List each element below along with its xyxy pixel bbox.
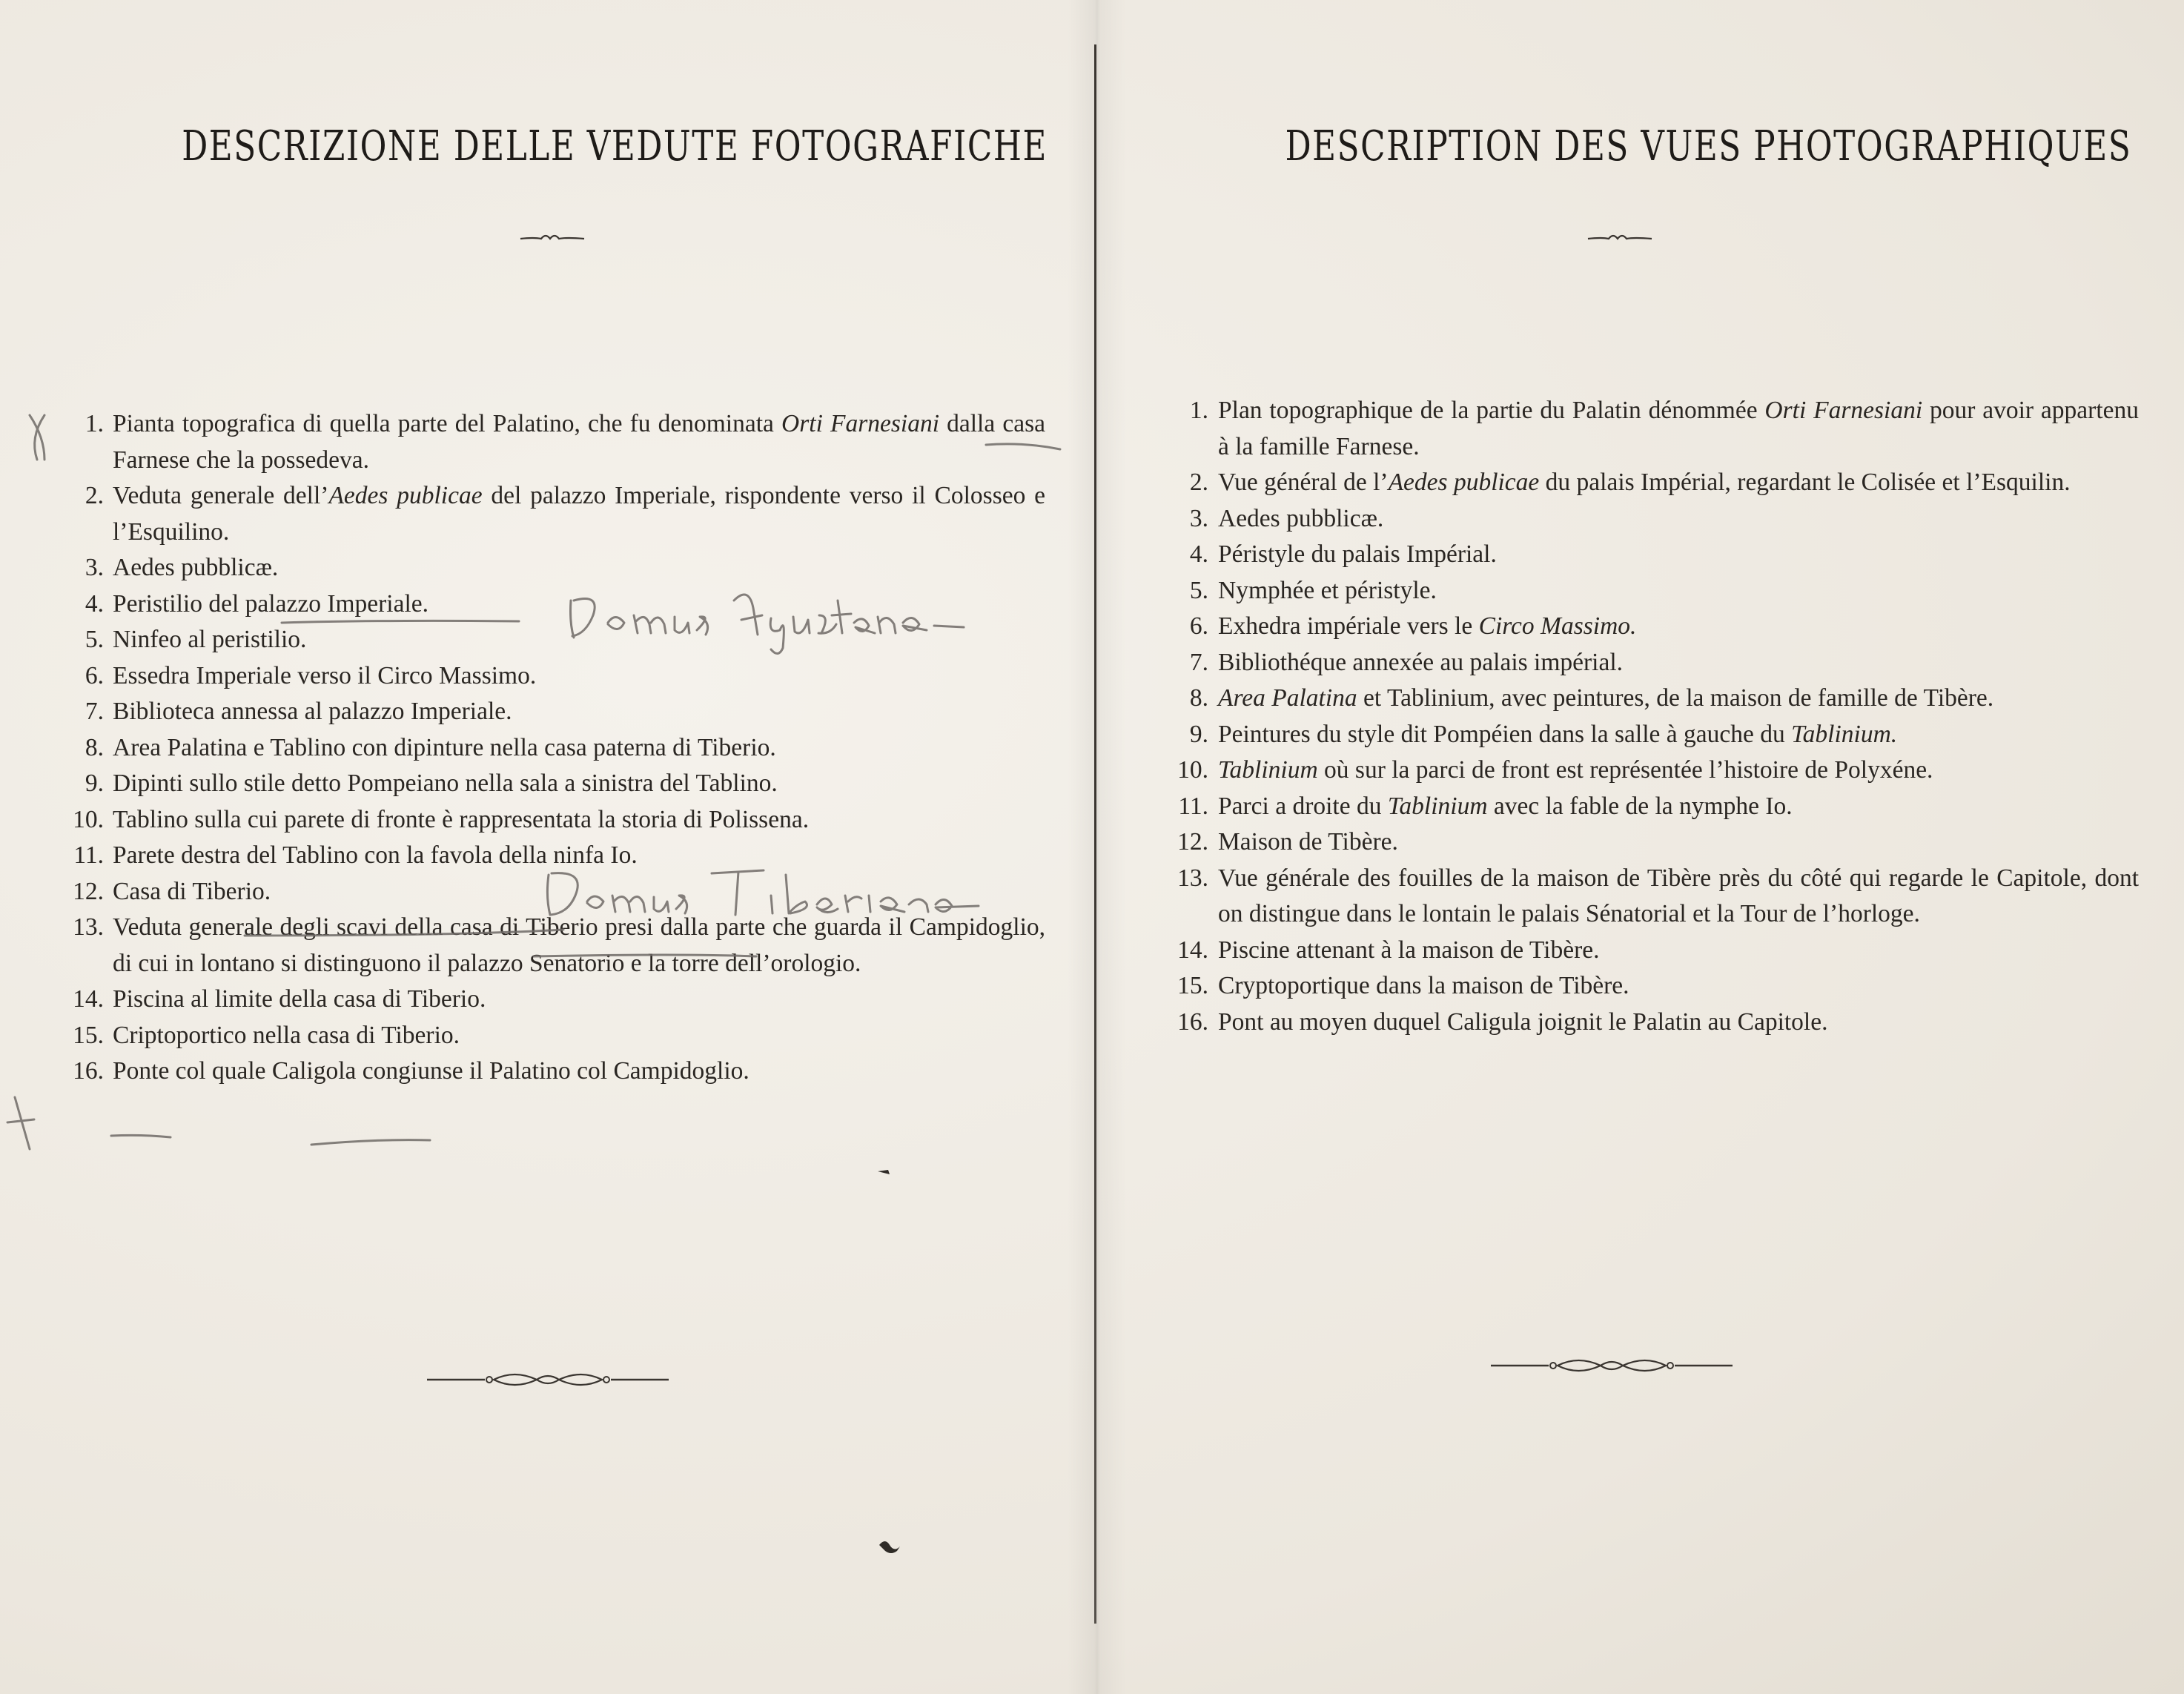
list-item: [1101, 861, 2139, 933]
item-text-roman: Aedes pubblicæ.: [113, 554, 279, 581]
item-text: [1181, 789, 2139, 825]
item-text: [113, 550, 1045, 586]
list-item: [1101, 968, 2139, 1005]
item-text-roman: Criptoportico nella casa di Tiberio.: [113, 1021, 460, 1049]
item-text: [113, 802, 1045, 838]
list-item: [1101, 573, 2139, 609]
list-item: [1101, 789, 2139, 825]
item-text-roman: Pont au moyen duquel Caligula joignit le Palatin au Capitole.: [1218, 1008, 1828, 1036]
list-item: [1101, 465, 2139, 501]
right-page: [1101, 0, 2184, 1694]
item-text: [1181, 501, 2139, 537]
item-number: 15.: [1177, 972, 1208, 999]
item-text-tail: où sur la parci de front est représentée l’histoire de Polyxéne.: [1317, 756, 1933, 784]
title-flourish-icon: [1586, 230, 1653, 245]
item-text-roman: Tablino sulla cui parete di fronte è rappresentata la storia di Polissena.: [113, 805, 810, 833]
item-text-italic: Orti Farnesiani: [781, 410, 940, 437]
item-text: [113, 1053, 1045, 1090]
list-item: [1101, 681, 2139, 717]
item-text-roman: Bibliothéque annexée au palais impérial.: [1218, 648, 1624, 676]
item-text-italic: Aedes publicae: [328, 482, 483, 509]
list-item: [1101, 824, 2139, 861]
item-text: [1181, 465, 2139, 501]
item-number: 2.: [1189, 469, 1208, 496]
item-text: [1181, 752, 2139, 789]
right-photo-list: [1101, 393, 2139, 1040]
item-text-tail: dalla casa Farnese che la possedeva.: [113, 410, 1045, 474]
item-text: [113, 766, 1045, 802]
item-text-roman: Péristyle du palais Impérial.: [1218, 540, 1497, 568]
item-number: 9.: [1189, 720, 1208, 748]
list-item: [52, 1018, 1060, 1054]
item-text-roman: Peristilio del palazzo Imperiale.: [113, 589, 429, 618]
item-text: [1181, 861, 2139, 933]
item-text: [1181, 681, 2139, 717]
item-text-italic: Area Palatina: [1218, 684, 1357, 712]
item-number: 8.: [85, 733, 104, 761]
item-text-roman: Vue générale des fouilles de la maison de Tibère près du côté qui regarde le Capitole, dont on distingue dans le lontain le palais Sénatorial et la Tour de l’horloge.: [1218, 864, 2139, 927]
item-text: [113, 478, 1045, 550]
item-text-roman: Vue général de l’: [1218, 469, 1389, 496]
item-text: [113, 406, 1045, 478]
item-number: 4.: [85, 589, 104, 618]
item-text: [1181, 537, 2139, 573]
item-text-italic: Aedes publicae: [1388, 469, 1540, 496]
item-text: [113, 622, 1045, 658]
page-gutter-line: [1094, 44, 1096, 1624]
left-page-title: DESCRIZIONE DELLE VEDUTE FOTOGRAFICHE: [182, 122, 1048, 171]
list-item: [52, 550, 1060, 586]
item-number: 5.: [1189, 576, 1208, 604]
item-number: 12.: [1177, 828, 1208, 856]
item-text: [113, 910, 1045, 982]
item-text: [1181, 393, 2139, 465]
item-text: [1181, 609, 2139, 645]
list-item: [52, 982, 1060, 1018]
item-text: [113, 730, 1045, 767]
item-text-roman: Plan topographique de la partie du Palatin dénommée: [1218, 397, 1765, 424]
item-text-italic: Tablinium.: [1791, 720, 1898, 748]
item-text-roman: Maison de Tibère.: [1218, 828, 1398, 856]
item-text-tail: avec la fable de la nymphe Io.: [1487, 792, 1793, 820]
item-number: 10.: [1177, 756, 1208, 784]
list-item: [52, 766, 1060, 802]
list-item: [52, 658, 1060, 695]
item-text-tail: del palazzo Imperiale, rispondente verso il Colosseo e l’Esquilino.: [113, 482, 1046, 546]
item-text-roman: Veduta generale dell’: [113, 482, 329, 509]
item-text: [1181, 717, 2139, 753]
item-text-italic: Tablinium: [1387, 792, 1488, 820]
title-flourish-icon: [519, 230, 586, 245]
item-number: 1.: [1189, 397, 1208, 424]
item-text: [113, 658, 1045, 695]
list-item: [52, 478, 1060, 550]
item-number: 5.: [85, 626, 104, 653]
list-item: [52, 406, 1060, 478]
item-number: 9.: [85, 770, 104, 797]
end-ornament-icon: [1489, 1355, 1734, 1376]
list-item: [1101, 933, 2139, 969]
item-text-italic: Orti Farnesiani: [1764, 397, 1923, 424]
item-text: [1181, 645, 2139, 681]
item-number: 11.: [73, 841, 104, 869]
list-item: [1101, 752, 2139, 789]
item-text-roman: Biblioteca annessa al palazzo Imperiale.: [113, 698, 512, 725]
end-ornament-icon: [426, 1369, 670, 1390]
item-number: 7.: [1189, 648, 1208, 676]
item-text: [1181, 824, 2139, 861]
item-number: 8.: [1189, 684, 1208, 712]
list-item: [52, 694, 1060, 730]
left-page: [0, 0, 1090, 1694]
item-number: 4.: [1189, 540, 1208, 568]
item-number: 13.: [73, 913, 104, 941]
item-number: 14.: [1177, 936, 1208, 964]
left-photo-list: [52, 406, 1060, 1090]
item-text-roman: Ninfeo al peristilio.: [113, 626, 307, 653]
item-number: 15.: [73, 1021, 104, 1049]
list-item: [1101, 645, 2139, 681]
item-text: [113, 982, 1045, 1018]
list-item: [52, 874, 1060, 910]
item-number: 6.: [1189, 612, 1208, 640]
item-text-roman: Dipinti sullo stile detto Pompeiano nella sala a sinistra del Tablino.: [113, 770, 778, 797]
item-number: 1.: [85, 410, 104, 437]
item-text-roman: Peintures du style dit Pompéien dans la salle à gauche du: [1218, 720, 1792, 748]
item-text-roman: Area Palatina e Tablino con dipinture nella casa paterna di Tiberio.: [113, 733, 776, 761]
item-text: [1181, 573, 2139, 609]
item-text-tail: pour avoir appartenu à la famille Farnese.: [1218, 397, 2139, 460]
item-text-roman: Casa di Tiberio.: [113, 877, 271, 905]
item-text: [113, 694, 1045, 730]
item-number: 14.: [73, 985, 104, 1013]
item-number: 12.: [73, 877, 104, 905]
item-text-roman: Parete destra del Tablino con la favola della ninfa Io.: [113, 841, 638, 869]
list-item: [52, 730, 1060, 767]
item-text: [113, 586, 1045, 623]
list-item: [1101, 393, 2139, 465]
list-item: [52, 1053, 1060, 1090]
item-number: 3.: [85, 554, 104, 581]
item-number: 10.: [73, 805, 104, 833]
item-text-roman: Essedra Imperiale verso il Circo Massimo.: [113, 661, 537, 689]
item-text-roman: Parci a droite du: [1218, 792, 1388, 820]
right-page-title: DESCRIPTION DES VUES PHOTOGRAPHIQUES: [1285, 122, 2132, 171]
item-text-tail: du palais Impérial, regardant le Colisée et l’Esquilin.: [1539, 469, 2071, 496]
item-number: 6.: [85, 661, 104, 689]
item-text-roman: Pianta topografica di quella parte del Palatino, che fu denominata: [113, 410, 782, 437]
item-text-roman: Piscina al limite della casa di Tiberio.: [113, 985, 486, 1013]
item-text-roman: Piscine attenant à la maison de Tibère.: [1218, 936, 1600, 964]
item-text: [1181, 1005, 2139, 1041]
item-number: 16.: [1177, 1008, 1208, 1036]
list-item: [52, 802, 1060, 838]
list-item: [1101, 537, 2139, 573]
item-text: [113, 874, 1045, 910]
list-item: [52, 622, 1060, 658]
list-item: [52, 910, 1060, 982]
item-text-roman: Nymphée et péristyle.: [1218, 576, 1437, 604]
item-text: [113, 838, 1045, 874]
item-text-roman: Ponte col quale Caligola congiunse il Palatino col Campidoglio.: [113, 1057, 749, 1085]
list-item: [1101, 1005, 2139, 1041]
item-number: 2.: [85, 482, 104, 509]
item-text-italic: Circo Massimo.: [1478, 612, 1637, 640]
item-text-tail: et Tablinium, avec peintures, de la maison de famille de Tibère.: [1357, 684, 1994, 712]
item-text-roman: Aedes pubblicæ.: [1218, 504, 1384, 532]
item-text-roman: Cryptoportique dans la maison de Tibère.: [1218, 972, 1629, 999]
item-text-roman: Veduta generale degli scavi della casa di Tiberio presi dalla parte che guarda il Campidoglio, di cui in lontano si distinguono il palazzo Senatorio e la torre dell’orologio.: [113, 913, 1045, 977]
item-text: [1181, 968, 2139, 1005]
item-number: 16.: [73, 1057, 104, 1085]
item-number: 11.: [1178, 792, 1208, 820]
list-item: [1101, 717, 2139, 753]
item-text-roman: Exhedra impériale vers le: [1218, 612, 1479, 640]
item-text: [113, 1018, 1045, 1054]
item-text: [1181, 933, 2139, 969]
list-item: [52, 838, 1060, 874]
item-number: 3.: [1189, 504, 1208, 532]
list-item: [52, 586, 1060, 623]
list-item: [1101, 501, 2139, 537]
list-item: [1101, 609, 2139, 645]
item-number: 13.: [1177, 864, 1208, 892]
item-number: 7.: [85, 698, 104, 725]
item-text-italic: Tablinium: [1218, 756, 1318, 784]
